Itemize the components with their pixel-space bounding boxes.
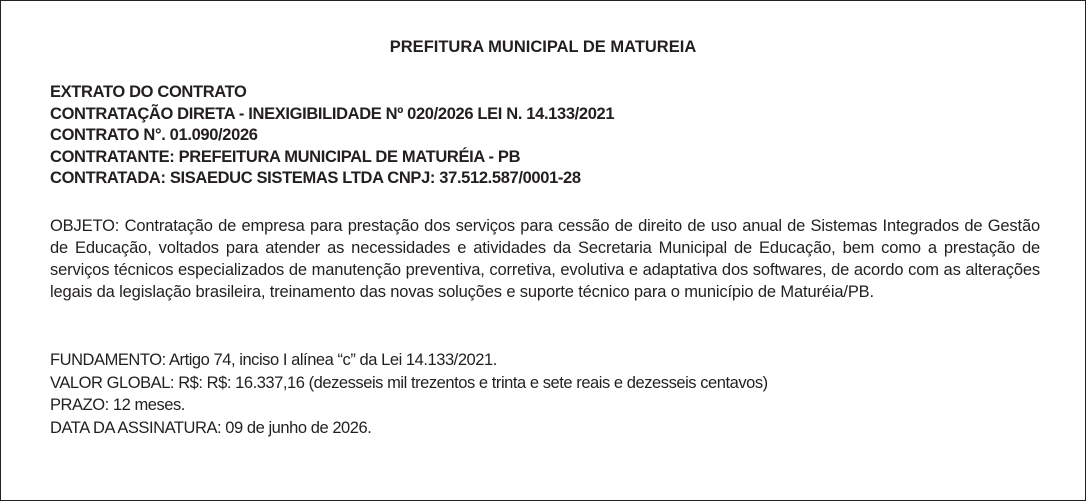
total-value-line: VALOR GLOBAL: R$: R$: 16.337,16 (dezesseis mil trezentos e trinta e sete reais e dezesseis centavos) [50,373,768,392]
contracted-party-line: CONTRATADA: SISAEDUC SISTEMAS LTDA CNPJ: 37.512.587/0001-28 [50,169,581,187]
object-paragraph: OBJETO: Contratação de empresa para prestação dos serviços para cessão de direito de uso anual de Sistemas Integrados de Gestão de Educação, voltados para atender as necessidades e atividades da Secretaria Municipal de Educação, bem como a prestação de serviços técnicos especializados de manutenção preventiva, corretiva, evolutiva e adaptativa dos softwares, de acordo com as alterações legais da legislação brasileira, treinamento das novas soluções e suporte técnico para o município de Maturéia/PB. [50,217,1040,301]
contracting-party-line: CONTRATANTE: PREFEITURA MUNICIPAL DE MATURÉIA - PB [50,147,521,166]
municipality-header: PREFITURA MUNICIPAL DE MATUREIA [389,38,697,56]
contract-number-line: CONTRATO N°. 01.090/2026 [50,126,258,144]
direct-contracting-line: CONTRATAÇÃO DIRETA - INEXIGIBILIDADE Nº 020/2026 LEI N. 14.133/2021 [50,104,615,123]
contract-headings [50,82,1050,190]
term-line: PRAZO: 12 meses. [50,396,185,414]
signature-date-line: DATA DA ASSINATURA: 09 de junho de 2026. [50,418,372,437]
legal-basis-line: FUNDAMENTO: Artigo 74, inciso I alínea “c” da Lei 14.133/2021. [50,351,497,369]
contract-details [50,349,1050,439]
extract-title: EXTRATO DO CONTRATO [50,83,247,101]
